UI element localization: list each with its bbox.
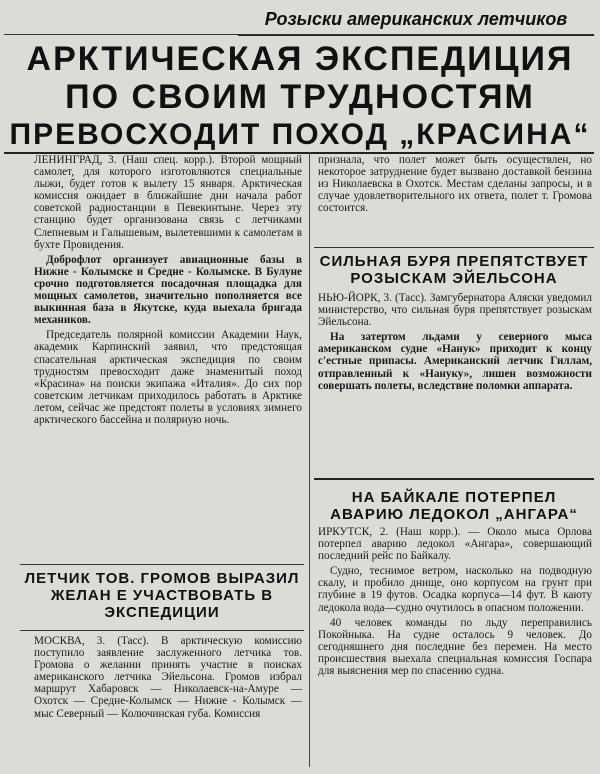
right-sub1-rule-top bbox=[314, 247, 594, 248]
left-sub-rule-top bbox=[20, 564, 304, 565]
left-column-top bbox=[34, 154, 302, 429]
left-sub-rule-bottom bbox=[20, 630, 304, 631]
headline-line-3: ПРЕВОСХОДИТ ПОХОД „КРАСИНА“ bbox=[9, 118, 591, 151]
left-column-bottom bbox=[34, 635, 302, 723]
rubric-title: Розыски американских летчиков bbox=[238, 4, 594, 36]
column-divider bbox=[309, 152, 310, 767]
article-leningrad-p3: Председатель полярной комиссии Академии Наук, академик Карпинский заявил, что предстоящая спасательная арктическая экспедиция по своим трудностям превосходит даже знаменитый поход «Красина» на поиски экипажа «Италия». До сих пор советским летчикам приходилось работать в Арктике летом, сейчас же предстоят полеты в условиях зимнего арктического бассейна и полярную ночь. bbox=[34, 329, 302, 426]
right-column-bottom bbox=[318, 526, 592, 680]
subheadline-storm: СИЛЬНАЯ БУРЯ ПРЕПЯТСТВУЕТ РОЗЫСКАМ ЭЙЕЛЬСОНА bbox=[319, 253, 589, 287]
headline-line-2: ПО СВОИМ ТРУДНОСТЯМ bbox=[65, 78, 535, 116]
article-moscow-p1: МОСКВА, 3. (Тасс). В арктическую комиссию поступило заявление заслуженного летчика тов. Громова о желании принять участие в поисках американского летчика Эйельсона. Громов избрал маршрут Хабаровск — Николаевск-на-Амуре — Охотск — Средне-Колымск — Нижне - Колымск — мыс Северный — Колючинская губа. Комиссия bbox=[34, 635, 302, 720]
right-sub2-rule-top bbox=[314, 478, 594, 480]
subheadline-gromov: ЛЕТЧИК ТОВ. ГРОМОВ ВЫРАЗИЛ ЖЕЛАН Е УЧАСТВОВАТЬ В ЭКСПЕДИЦИИ bbox=[24, 570, 300, 621]
article-irkutsk-p1: ИРКУТСК, 2. (Наш корр.). — Около мыса Орлова потерпел аварию ледокол «Ангара», совершающий последний рейс по Байкалу. bbox=[318, 526, 592, 563]
headline-line-1: АРКТИЧЕСКАЯ ЭКСПЕДИЦИЯ bbox=[26, 40, 574, 78]
article-irkutsk-p2: Судно, теснимое ветром, насколько на подводную скалу, и пробило днище, оно корпусом на грунт при глубине в 19 футов. Осадка корпуса—14 фут. В каюту ледокола вода—судно очутилось в опасном положении. bbox=[318, 565, 592, 614]
article-newyork-p2: На затертом льдами у северного мыса американском судне «Нанук» приходит к концу с'естные припасы. Американский летчик Гиллам, отправленный к «Нануку», лишен возможности совершать полеты, вследствие поломки аппарата. bbox=[318, 331, 592, 392]
article-leningrad-p2: Доброфлот организует авиационные базы в Нижне - Колымске и Средне - Колымске. В Булуне срочно подготовляется посадочная площадка для мощных самолетов, значительно пополняется все выкинная база в Якутске, куда выехала бригада механиков. bbox=[34, 253, 302, 327]
article-irkutsk-p3: 40 человек команды по льду переправились Покойныка. На судне осталось 9 человек. До сегодняшнего дня последние без перемен. На место происшествия выехала специальная комиссия Госпара для выяснения мер по спасению судна. bbox=[318, 616, 592, 678]
right-column-top bbox=[318, 154, 592, 217]
rubric-rule bbox=[4, 34, 594, 35]
article-leningrad-p1: ЛЕНИНГРАД, 3. (Наш спец. корр.). Второй мощный самолет, для которого изготовляются специальные лыжи, будет готов к вылету 15 января. Арктическая комиссия ожидает в ближайшие дни начала работ советской радиостанции в Певекинтыне. Через эту станцию будет организована связь с летчиками Слепневым и Галышевым, вылетевшими к самолетам в бухте Провидения. bbox=[34, 154, 302, 251]
article-continued-p1: признала, что полет может быть осуществлен, но некоторое затруднение будет вызвано доставкой бензина из Николаевска в Охотск. Местам сделаны запросы, и в случае удовлетворительного их ответа, полет т. Громова состоится. bbox=[318, 154, 592, 215]
article-newyork-p1: НЬЮ-ЙОРК, 3. (Тасс). Замгубернатора Аляски уведомил министерство, что сильная буря препятствует розыскам Эйельсона. bbox=[318, 292, 592, 329]
right-column-middle bbox=[318, 292, 592, 395]
subheadline-baikal: НА БАЙКАЛЕ ПОТЕРПЕЛ АВАРИЮ ЛЕДОКОЛ „АНГАРА“ bbox=[330, 489, 578, 523]
